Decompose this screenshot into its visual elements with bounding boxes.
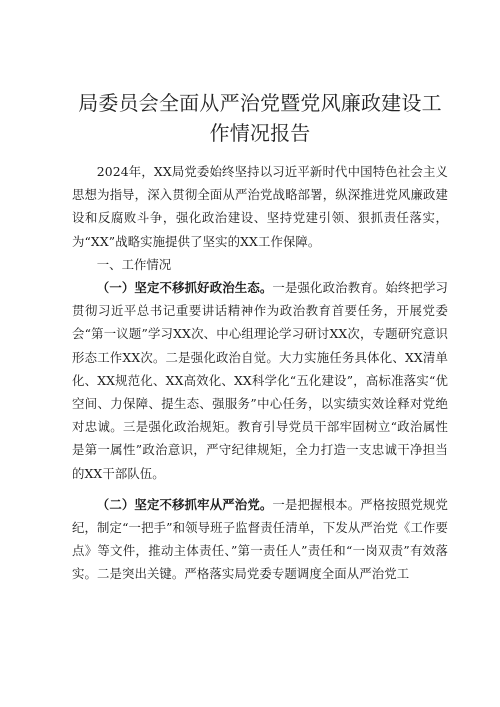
- section-heading-work-status: 一、工作情况: [96, 256, 172, 272]
- intro-paragraph: 2024年，XX局党委始终坚持以习近平新时代中国特色社会主义思想为指导，深入贯彻全面从严治党战略部署，纵深推进党风廉政建设和反腐败斗争，强化政治建设、坚持党建引领、狠抓责任落实，为“XX”战略实施提供了坚实的XX工作保障。: [72, 164, 448, 249]
- subsection-body-strict-governance: 一是把握根本。严格按照党规党纪，制定“一把手”和领导班子监督责任清单，下发从严治党《工作要点》等文件，推动主体责任、”第一责任人”责任和“一岗双责”有效落实。二是突出关键。严格落实局党委专题调度全面从严治党工: [72, 496, 448, 582]
- paragraph-gap: [72, 485, 448, 493]
- subsection-strict-governance: [72, 493, 448, 586]
- subsection-heading-strict-governance: （二）坚定不移抓牢从严治党。: [96, 496, 273, 512]
- subsection-body-political-ecology: 一是强化政治教育。始终把学习贯彻习近平总书记重要讲话精神作为政治教育首要任务，开展党委会“第一议题”学习XX次、中心组理论学习研讨XX次，专题研究意识形态工作XX次。二是强化政治自觉。大力实施任务具体化、XX清单化、XX规范化、XX高效化、XX科学化“五化建设”，高标准落实“优空间、力保障、提生态、强服务”中心任务，以实绩实效诠释对党绝对忠诚。三是强化政治规矩。教育引导党员干部牢固树立“政治属性是第一属性”政治意识，严守纪律规矩，全力打造一支忠诚干净担当的XX干部队伍。: [72, 280, 448, 481]
- subsection-heading-political-ecology: （一）坚定不移抓好政治生态。: [96, 280, 273, 296]
- document-title: 局委员会全面从严治党暨党风廉政建设工作情况报告: [78, 91, 442, 145]
- subsection-political-ecology: [72, 276, 448, 485]
